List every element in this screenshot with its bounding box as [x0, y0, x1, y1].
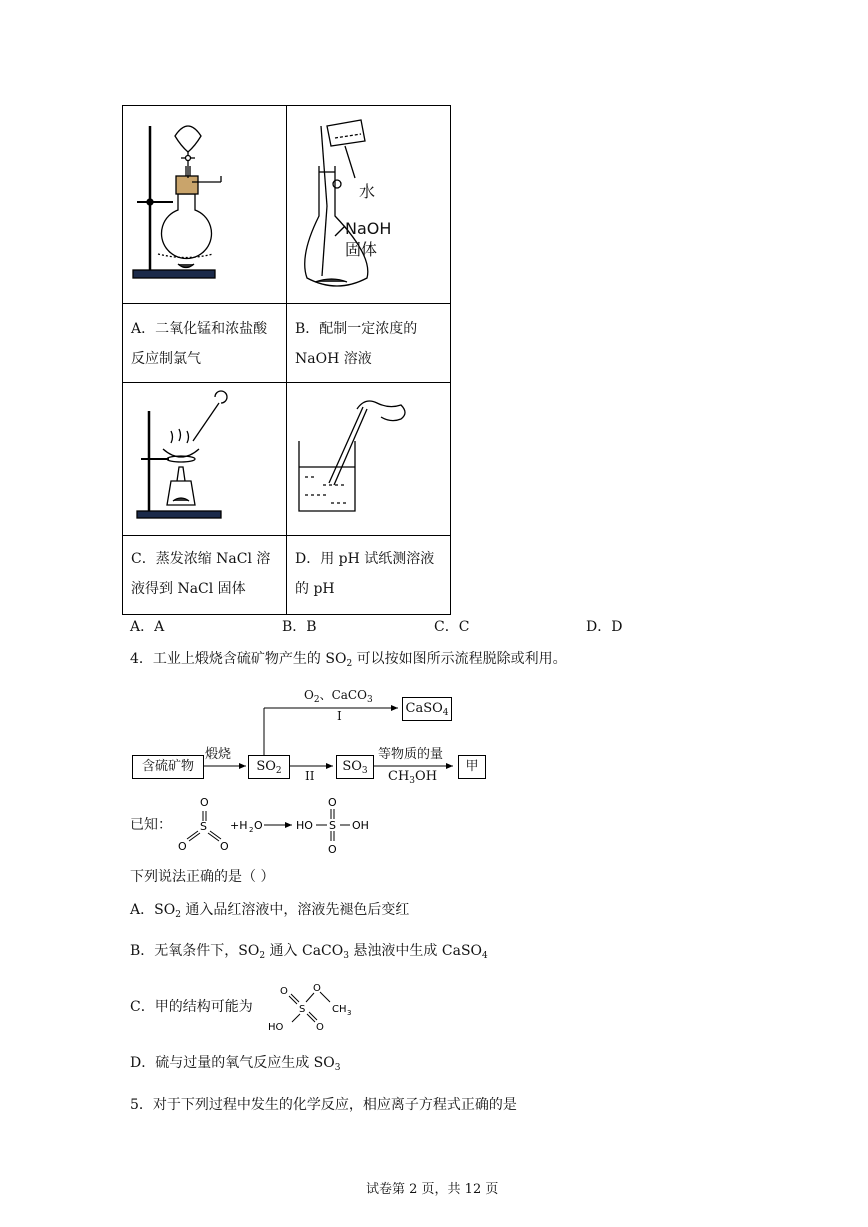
c-struct-ch3: CH: [332, 1004, 347, 1015]
q4-question: 下列说法正确的是（ ）: [130, 869, 275, 885]
q4-option-a[interactable]: A．$SO_2$ 通入品红溶液中，溶液先褪色后变红: [130, 902, 410, 920]
known-o-product-bottom: O: [328, 843, 337, 856]
apparatus-c-caption: C．蒸发浓缩 NaCl 溶 液得到 NaCl 固体: [123, 536, 287, 615]
flow-caso4-box: CaSO$_4$: [402, 697, 452, 721]
known-o-left: O: [178, 840, 187, 853]
c-struct-ho: HO: [268, 1022, 284, 1033]
c-struct-o-bottom: O: [316, 1022, 324, 1033]
apparatus-d-caption: D．用 pH 试纸测溶液 的 pH: [287, 536, 451, 615]
known-o-product-top: O: [328, 796, 337, 809]
flow-condition-bottom: $CH_3OH$: [388, 769, 438, 786]
q3-option-d[interactable]: D．D: [586, 619, 623, 635]
known-label: 已知：: [130, 817, 172, 833]
q4-option-b[interactable]: B．无氧条件下，$SO_2$ 通入 CaCO$_3$ 悬浊液中生成 CaSO$_4$: [130, 943, 488, 961]
flow-route1-label: I: [337, 709, 342, 723]
c-struct-o-top-right: O: [313, 983, 321, 994]
flow-route2-label: II: [305, 769, 315, 783]
known-s: S: [200, 820, 207, 833]
label-naoh: NaOH: [345, 219, 392, 238]
flow-condition-top: 等物质的量: [378, 747, 444, 762]
c-struct-s: S: [299, 1004, 306, 1015]
flow-route1-reagents: $O_2$、CaCO$_3$: [304, 688, 373, 705]
apparatus-a-caption: A．二氧化锰和浓盐酸 反应制氯气: [123, 304, 287, 383]
q3-option-c[interactable]: C．C: [434, 619, 470, 635]
q3-option-b[interactable]: B．B: [282, 619, 317, 635]
flow-so2-box: $SO_2$: [248, 755, 290, 779]
known-oh: OH: [352, 819, 369, 832]
flow-product-box: 甲: [458, 755, 486, 779]
known-reaction-structure: [170, 795, 400, 860]
q4-stem: 4．工业上煅烧含硫矿物产生的 $SO_2$ 可以按如图所示流程脱除或利用。: [130, 651, 567, 669]
known-s-product: S: [329, 819, 336, 832]
flow-ore-box: 含硫矿物: [132, 755, 204, 779]
q3-option-a[interactable]: A．A: [130, 619, 165, 635]
known-h2o-sub: 2: [249, 826, 254, 834]
page-footer: 试卷第 2 页，共 12 页: [366, 1182, 499, 1197]
q5-stem: 5．对于下列过程中发生的化学反应，相应离子方程式正确的是: [130, 1097, 517, 1113]
q4-option-d[interactable]: D．硫与过量的氧气反应生成 $SO_3$: [130, 1055, 341, 1073]
known-h2o-rest: O: [254, 819, 263, 832]
q4-option-c[interactable]: C．甲的结构可能为: [130, 999, 253, 1015]
known-ho: HO: [296, 819, 313, 832]
c-struct-ch3-sub: 3: [347, 1009, 352, 1017]
label-solid: 固体: [345, 240, 378, 259]
known-plus-h2o: +H: [230, 819, 248, 832]
label-water: 水: [359, 182, 376, 201]
apparatus-b-caption: B．配制一定浓度的 NaOH 溶液: [287, 304, 451, 383]
known-o-right: O: [220, 840, 229, 853]
option-c-structure: [262, 978, 362, 1034]
known-o-top: O: [200, 796, 209, 809]
flow-calcine-label: 煅烧: [205, 747, 232, 762]
c-struct-o-top-left: O: [280, 986, 288, 997]
flow-so3-box: $SO_3$: [336, 755, 374, 779]
